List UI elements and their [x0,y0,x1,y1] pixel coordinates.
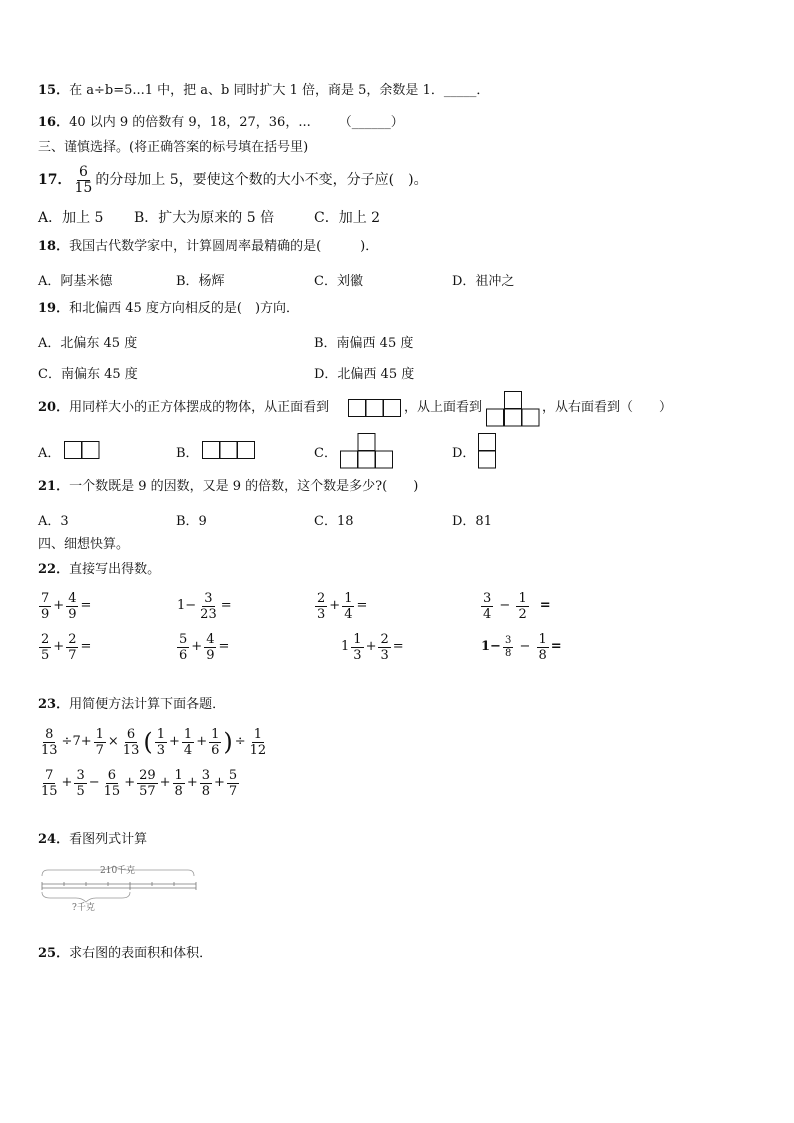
question-number: 15． [38,83,70,98]
question-number: 21． [38,479,70,494]
question-23 [38,696,225,714]
option-d-figure [478,433,498,469]
question-18 [38,238,378,256]
option-a[interactable]: A．北偏东 45 度 [38,336,138,351]
option-c[interactable]: C． [314,446,337,461]
option-c[interactable]: C．刘徽 [314,274,363,289]
question-20 [38,399,329,417]
question-21 [38,478,418,496]
question-number: 16． [38,115,70,130]
option-d[interactable]: D． [452,446,476,461]
question-25 [38,945,212,963]
calc-r2c2: $\frac{5}{6}$ + $\frac{4}{9}$ = [179,631,230,663]
calc-r1c4: $\frac{3}{4}$ − $\frac{1}{2}$ = [483,590,551,622]
question-text: 用简便方法计算下面各题． [69,697,226,712]
option-c-figure [340,433,394,469]
period: ． [476,83,490,98]
calc-r1c2: 1− $\frac{3}{23}$ = [177,590,232,622]
question-20-text-2: ，从上面看到 [404,400,483,415]
question-16 [38,114,404,132]
question-text: 求右图的表面积和体积． [69,946,213,961]
option-d[interactable]: D．北偏西 45 度 [314,367,415,382]
option-a[interactable]: A． [38,446,61,461]
question-text: 用同样大小的正方体摆成的物体，从正面看到 [69,400,330,415]
question-19 [38,300,299,318]
calc-r2c3: 1 $\frac{1}{3}$ + $\frac{2}{3}$ = [341,631,404,663]
question-24 [38,831,147,849]
question-text: 看图列式计算 [69,832,148,847]
front-view-figure [348,399,402,417]
option-b[interactable]: B．南偏西 45 度 [314,336,414,351]
calc-r2c1: $\frac{2}{5}$ + $\frac{2}{7}$ = [41,631,92,663]
option-c[interactable]: C．18 [314,514,354,529]
top-view-figure [486,391,542,427]
answer-paren[interactable]: （______） [338,115,404,130]
top-label: 210千克 [100,866,136,876]
question-text: 直接写出得数。 [69,562,161,577]
answer-blank[interactable]: _____ [443,83,477,98]
option-a-figure [64,441,100,459]
option-b[interactable]: B．扩大为原来的 5 倍 [134,210,275,226]
option-b[interactable]: B．9 [176,514,207,529]
question-text: 的分母加上 5，要使这个数的大小不变，分子应( )。 [95,172,428,188]
simplify-expression-2: $\frac{7}{15}$ + $\frac{3}{5}$ − $\frac{6}{15}$ + $\frac{29}{57}$ + $\frac{1}{8}$ + $\frac{3}{8}$ + $\frac{5}{7}$ [41,767,238,799]
question-text: 和北偏西 45 度方向相反的是( )方向． [69,301,300,316]
question-text: 在 a÷b=5...1 中，把 a、b 同时扩大 1 倍，商是 5，余数是 1． [69,83,444,98]
question-22 [38,561,160,579]
option-b[interactable]: B．杨辉 [176,274,225,289]
question-15 [38,82,489,100]
simplify-expression-1: $\frac{8}{13}$ ÷7+ $\frac{1}{7}$ × $\frac{6}{13}$ ( $\frac{1}{3}$ + $\frac{1}{4}$ + $\frac{1}{6}$ ) ÷ $\frac{1}{12}$ [41,726,267,758]
question-number: 18． [38,239,70,254]
question-text: 一个数既是 9 的因数，又是 9 的倍数，这个数是多少?( ) [69,479,419,494]
question-number: 17． [38,172,72,188]
calc-r1c3: $\frac{2}{3}$ + $\frac{1}{4}$ = [317,590,368,622]
question-text: 40 以内 9 的倍数有 9，18，27，36，... [69,115,311,130]
option-b[interactable]: B． [176,446,199,461]
question-number: 25． [38,946,70,961]
option-b-figure [202,441,256,459]
question-20-text-3: ，从右面看到（ ） [542,400,673,415]
question-number: 22． [38,562,70,577]
option-c[interactable]: C．南偏东 45 度 [38,367,138,382]
option-a[interactable]: A．加上 5 [38,210,104,226]
section-4-heading: 四、细想快算。 [38,537,130,552]
question-17 [38,162,428,198]
fraction: $\frac{6}{15}$ [74,163,93,196]
bottom-label: ?千克 [72,903,95,913]
section-3-heading: 三、谨慎选择。(将正确答案的标号填在括号里) [38,140,309,155]
question-number: 20． [38,400,70,415]
calc-r1c1: $\frac{7}{9}$ + $\frac{4}{9}$ = [41,590,92,622]
calc-r2c4: 1− $\frac{3}{8}$ − $\frac{1}{8}$ = [481,631,562,663]
question-number: 19． [38,301,70,316]
question-number: 24． [38,832,70,847]
question-text: 我国古代数学家中，计算圆周率最精确的是( )． [69,239,379,254]
option-d[interactable]: D．祖冲之 [452,274,515,289]
option-c[interactable]: C．加上 2 [314,210,381,226]
option-a[interactable]: A．3 [38,514,69,529]
option-a[interactable]: A．阿基米德 [38,274,113,289]
question-number: 23． [38,697,70,712]
option-d[interactable]: D．81 [452,514,492,529]
